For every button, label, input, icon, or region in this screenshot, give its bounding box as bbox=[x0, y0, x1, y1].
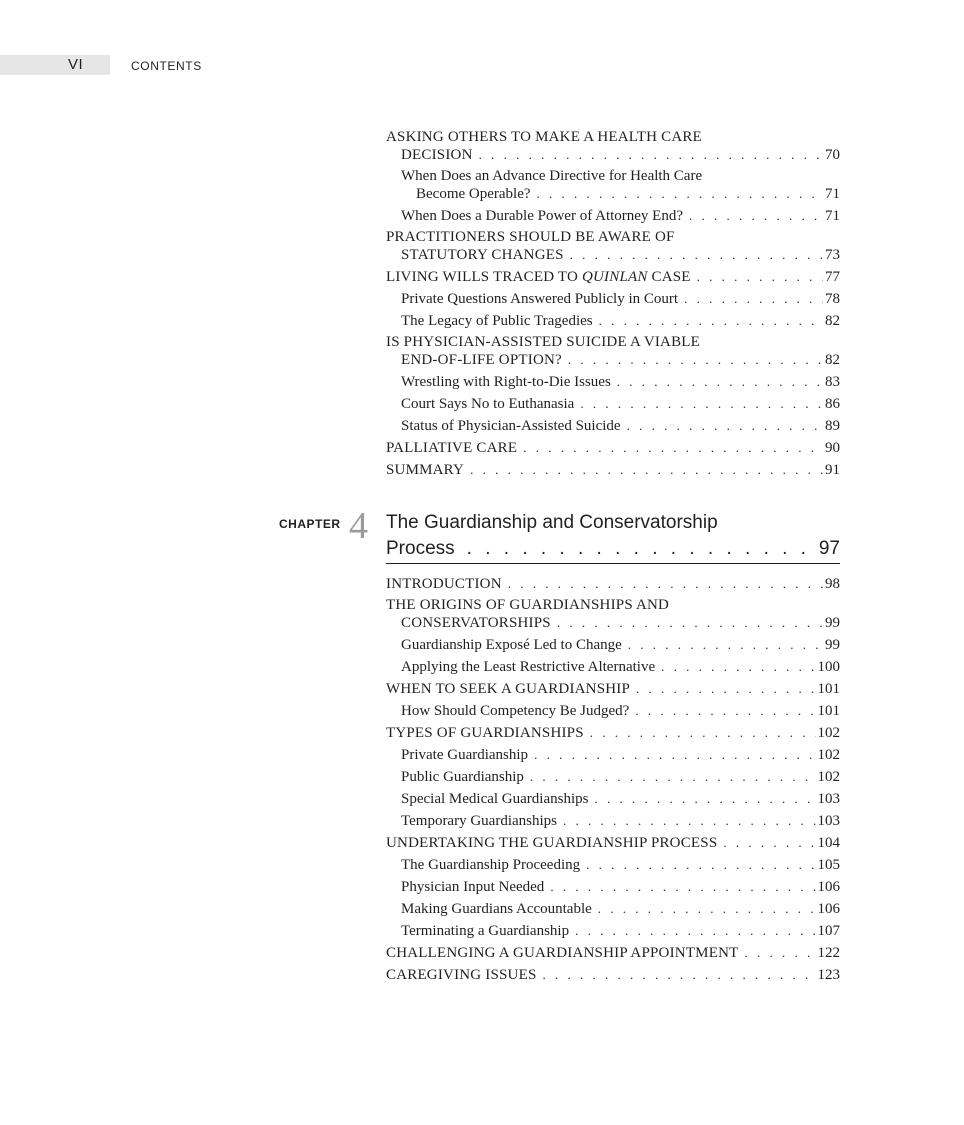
dot-leader bbox=[575, 922, 815, 939]
dot-leader bbox=[563, 812, 816, 829]
dot-leader bbox=[628, 636, 823, 653]
toc-entry-title: CHALLENGING A GUARDIANSHIP APPOINTMENT bbox=[386, 945, 739, 961]
dot-leader bbox=[689, 207, 823, 224]
dot-leader bbox=[530, 768, 816, 785]
toc-entry[interactable] bbox=[386, 373, 840, 390]
toc-entry-line bbox=[401, 373, 840, 390]
toc-entry-page: 103 bbox=[817, 813, 840, 829]
toc-entry-title-part: CASE bbox=[647, 269, 691, 285]
toc-entry-title: UNDERTAKING THE GUARDIANSHIP PROCESS bbox=[386, 835, 718, 851]
toc-entry-page: 101 bbox=[817, 681, 840, 697]
toc-entry-line bbox=[386, 351, 840, 368]
running-head: CONTENTS bbox=[131, 59, 202, 73]
toc-entry-line bbox=[401, 417, 840, 434]
toc-entry-title: How Should Competency Be Judged? bbox=[401, 703, 630, 719]
dot-leader bbox=[479, 146, 823, 163]
dot-leader bbox=[697, 268, 823, 285]
toc-entry-title: DECISION bbox=[401, 147, 473, 163]
toc-entry[interactable] bbox=[386, 702, 840, 719]
toc-entry[interactable] bbox=[386, 312, 840, 329]
toc-entry-page: 82 bbox=[825, 313, 840, 329]
toc-entry-page: 102 bbox=[817, 769, 840, 785]
dot-leader bbox=[537, 185, 823, 202]
toc-entry-title: WHEN TO SEEK A GUARDIANSHIP bbox=[386, 681, 631, 697]
toc-entry[interactable] bbox=[386, 944, 840, 961]
toc-entry-title: The Legacy of Public Tragedies bbox=[401, 313, 593, 329]
toc-entry-page: 70 bbox=[825, 147, 840, 163]
toc-entry-page: 90 bbox=[825, 440, 840, 456]
dot-leader bbox=[467, 536, 817, 562]
toc-entry[interactable] bbox=[386, 966, 840, 983]
toc-entry[interactable] bbox=[386, 597, 840, 631]
toc-entry[interactable] bbox=[386, 417, 840, 434]
toc-entry-title: Applying the Least Restrictive Alternative bbox=[401, 659, 656, 675]
toc-entry-title: Private Guardianship bbox=[401, 747, 529, 763]
toc-entry-line bbox=[401, 768, 840, 785]
chapter-heading bbox=[279, 505, 840, 566]
toc-entry-line bbox=[386, 944, 840, 961]
dot-leader bbox=[550, 878, 815, 895]
dot-leader bbox=[594, 790, 815, 807]
toc-entry-title: Making Guardians Accountable bbox=[401, 901, 592, 917]
toc-entry-title-line1: ASKING OTHERS TO MAKE A HEALTH CARE bbox=[386, 129, 702, 145]
dot-leader bbox=[598, 900, 816, 917]
toc-entry-line bbox=[401, 746, 840, 763]
chapter-title[interactable] bbox=[386, 510, 840, 562]
toc-entry[interactable] bbox=[386, 856, 840, 873]
toc-entry[interactable] bbox=[386, 575, 840, 592]
toc-entry[interactable] bbox=[386, 680, 840, 697]
toc-entry-page: 103 bbox=[817, 791, 840, 807]
toc-entry-line bbox=[386, 575, 840, 592]
toc-entry-title: Court Says No to Euthanasia bbox=[401, 396, 575, 412]
toc-entry[interactable] bbox=[386, 290, 840, 307]
toc-entry-title: Private Questions Answered Publicly in Court bbox=[401, 291, 679, 307]
toc-entry-page: 107 bbox=[817, 923, 840, 939]
toc-entry[interactable] bbox=[386, 658, 840, 675]
toc-entry[interactable] bbox=[386, 168, 840, 202]
toc-entry-line bbox=[401, 878, 840, 895]
toc-entry[interactable] bbox=[386, 229, 840, 263]
header-bar bbox=[0, 55, 110, 75]
toc-entry-line bbox=[386, 724, 840, 741]
toc-entry[interactable] bbox=[386, 790, 840, 807]
toc-entry-title: Become Operable? bbox=[416, 186, 531, 202]
toc-entry[interactable] bbox=[386, 461, 840, 478]
toc-list-before bbox=[386, 129, 840, 483]
toc-entry-line bbox=[401, 207, 840, 224]
toc-entry-page: 123 bbox=[817, 967, 840, 983]
toc-entry-line bbox=[401, 312, 840, 329]
toc-entry-line bbox=[401, 856, 840, 873]
toc-entry-line bbox=[386, 834, 840, 851]
toc-entry-line bbox=[386, 268, 840, 285]
toc-entry-title: Public Guardianship bbox=[401, 769, 524, 785]
toc-entry-line bbox=[401, 658, 840, 675]
toc-entry-title: TYPES OF GUARDIANSHIPS bbox=[386, 725, 584, 741]
toc-entry-line bbox=[386, 439, 840, 456]
toc-entry-page: 77 bbox=[825, 269, 840, 285]
dot-leader bbox=[508, 575, 823, 592]
dot-leader bbox=[543, 966, 816, 983]
toc-entry[interactable] bbox=[386, 439, 840, 456]
toc-entry-line bbox=[386, 680, 840, 697]
toc-entry-page: 78 bbox=[825, 291, 840, 307]
toc-entry-page: 106 bbox=[817, 901, 840, 917]
dot-leader bbox=[617, 373, 823, 390]
toc-entry-line bbox=[401, 790, 840, 807]
toc-entry-page: 73 bbox=[825, 247, 840, 263]
toc-entry[interactable] bbox=[386, 878, 840, 895]
chapter-number: 4 bbox=[349, 505, 368, 547]
dot-leader bbox=[534, 746, 815, 763]
toc-entry-title: Physician Input Needed bbox=[401, 879, 545, 895]
toc-entry-title: CAREGIVING ISSUES bbox=[386, 967, 537, 983]
chapter-page: 97 bbox=[818, 538, 840, 559]
chapter-title-line1: The Guardianship and Conservatorship bbox=[386, 512, 718, 533]
toc-entry-line bbox=[401, 702, 840, 719]
dot-leader bbox=[636, 680, 815, 697]
toc-entry-page: 105 bbox=[817, 857, 840, 873]
toc-entry-title: END-OF-LIFE OPTION? bbox=[401, 352, 562, 368]
toc-entry-page: 122 bbox=[817, 945, 840, 961]
toc-entry[interactable] bbox=[386, 812, 840, 829]
toc-entry[interactable] bbox=[386, 900, 840, 917]
toc-entry-title: INTRODUCTION bbox=[386, 576, 502, 592]
toc-entry-title bbox=[386, 269, 691, 286]
toc-entry-page: 101 bbox=[817, 703, 840, 719]
toc-entry-line bbox=[386, 461, 840, 478]
toc-list-after bbox=[386, 575, 840, 988]
dot-leader bbox=[684, 290, 823, 307]
dot-leader bbox=[570, 246, 823, 263]
dot-leader bbox=[523, 439, 823, 456]
toc-entry-title: Temporary Guardianships bbox=[401, 813, 557, 829]
dot-leader bbox=[627, 417, 823, 434]
toc-entry-page: 106 bbox=[817, 879, 840, 895]
toc-entry-page: 71 bbox=[825, 186, 840, 202]
toc-entry-title-line1: PRACTITIONERS SHOULD BE AWARE OF bbox=[386, 229, 675, 245]
toc-entry[interactable] bbox=[386, 746, 840, 763]
toc-entry[interactable] bbox=[386, 724, 840, 741]
toc-entry-page: 89 bbox=[825, 418, 840, 434]
toc-entry-title: PALLIATIVE CARE bbox=[386, 440, 518, 456]
toc-entry-line bbox=[401, 636, 840, 653]
dot-leader bbox=[568, 351, 823, 368]
toc-entry-line bbox=[386, 146, 840, 163]
page-number: VI bbox=[68, 56, 84, 73]
dot-leader bbox=[580, 395, 823, 412]
toc-entry-page: 71 bbox=[825, 208, 840, 224]
toc-entry-line bbox=[401, 812, 840, 829]
toc-entry-title-emphasis: QUINLAN bbox=[581, 269, 648, 285]
toc-entry-title: Status of Physician-Assisted Suicide bbox=[401, 418, 621, 434]
toc-entry-title-line1: THE ORIGINS OF GUARDIANSHIPS AND bbox=[386, 597, 670, 613]
toc-entry-title: STATUTORY CHANGES bbox=[401, 247, 564, 263]
dot-leader bbox=[590, 724, 816, 741]
toc-entry[interactable] bbox=[386, 334, 840, 368]
chapter-label: CHAPTER bbox=[279, 517, 341, 531]
toc-entry-line bbox=[386, 246, 840, 263]
toc-entry[interactable] bbox=[386, 768, 840, 785]
chapter-rule bbox=[386, 563, 840, 564]
dot-leader bbox=[661, 658, 815, 675]
dot-leader bbox=[635, 702, 815, 719]
toc-entry-line bbox=[401, 185, 840, 202]
toc-entry-line bbox=[386, 966, 840, 983]
toc-entry-title: Terminating a Guardianship bbox=[401, 923, 570, 939]
toc-entry-line bbox=[401, 395, 840, 412]
toc-entry-line bbox=[401, 290, 840, 307]
toc-entry[interactable] bbox=[386, 636, 840, 653]
toc-entry-page: 102 bbox=[817, 725, 840, 741]
dot-leader bbox=[744, 944, 815, 961]
toc-entry-page: 102 bbox=[817, 747, 840, 763]
toc-entry-page: 104 bbox=[817, 835, 840, 851]
toc-entry[interactable] bbox=[386, 268, 840, 285]
toc-entry[interactable] bbox=[386, 834, 840, 851]
toc-entry[interactable] bbox=[386, 129, 840, 163]
toc-entry-line bbox=[386, 614, 840, 631]
dot-leader bbox=[470, 461, 823, 478]
toc-entry-page: 98 bbox=[825, 576, 840, 592]
toc-entry-title: The Guardianship Proceeding bbox=[401, 857, 581, 873]
toc-entry-title-part: LIVING WILLS TRACED TO bbox=[386, 269, 582, 285]
toc-entry-page: 99 bbox=[825, 637, 840, 653]
toc-entry-title-line1: IS PHYSICIAN-ASSISTED SUICIDE A VIABLE bbox=[386, 334, 701, 350]
dot-leader bbox=[723, 834, 815, 851]
toc-entry-line bbox=[401, 900, 840, 917]
toc-entry-line bbox=[401, 922, 840, 939]
dot-leader bbox=[557, 614, 823, 631]
toc-entry-title: Guardianship Exposé Led to Change bbox=[401, 637, 622, 653]
toc-entry-page: 100 bbox=[817, 659, 840, 675]
toc-entry-page: 99 bbox=[825, 615, 840, 631]
toc-entry-title: SUMMARY bbox=[386, 462, 465, 478]
chapter-title-line2: Process bbox=[386, 538, 455, 559]
toc-entry-title: CONSERVATORSHIPS bbox=[401, 615, 551, 631]
toc-entry-page: 91 bbox=[825, 462, 840, 478]
toc-entry-page: 86 bbox=[825, 396, 840, 412]
dot-leader bbox=[586, 856, 815, 873]
toc-entry-title-line1: When Does an Advance Directive for Health Care bbox=[401, 168, 703, 184]
toc-entry-title: When Does a Durable Power of Attorney End? bbox=[401, 208, 683, 224]
toc-entry-title: Special Medical Guardianships bbox=[401, 791, 589, 807]
toc-entry-page: 82 bbox=[825, 352, 840, 368]
toc-entry-page: 83 bbox=[825, 374, 840, 390]
toc-entry[interactable] bbox=[386, 395, 840, 412]
toc-entry[interactable] bbox=[386, 207, 840, 224]
toc-entry[interactable] bbox=[386, 922, 840, 939]
toc-entry-title: Wrestling with Right-to-Die Issues bbox=[401, 374, 611, 390]
dot-leader bbox=[599, 312, 823, 329]
